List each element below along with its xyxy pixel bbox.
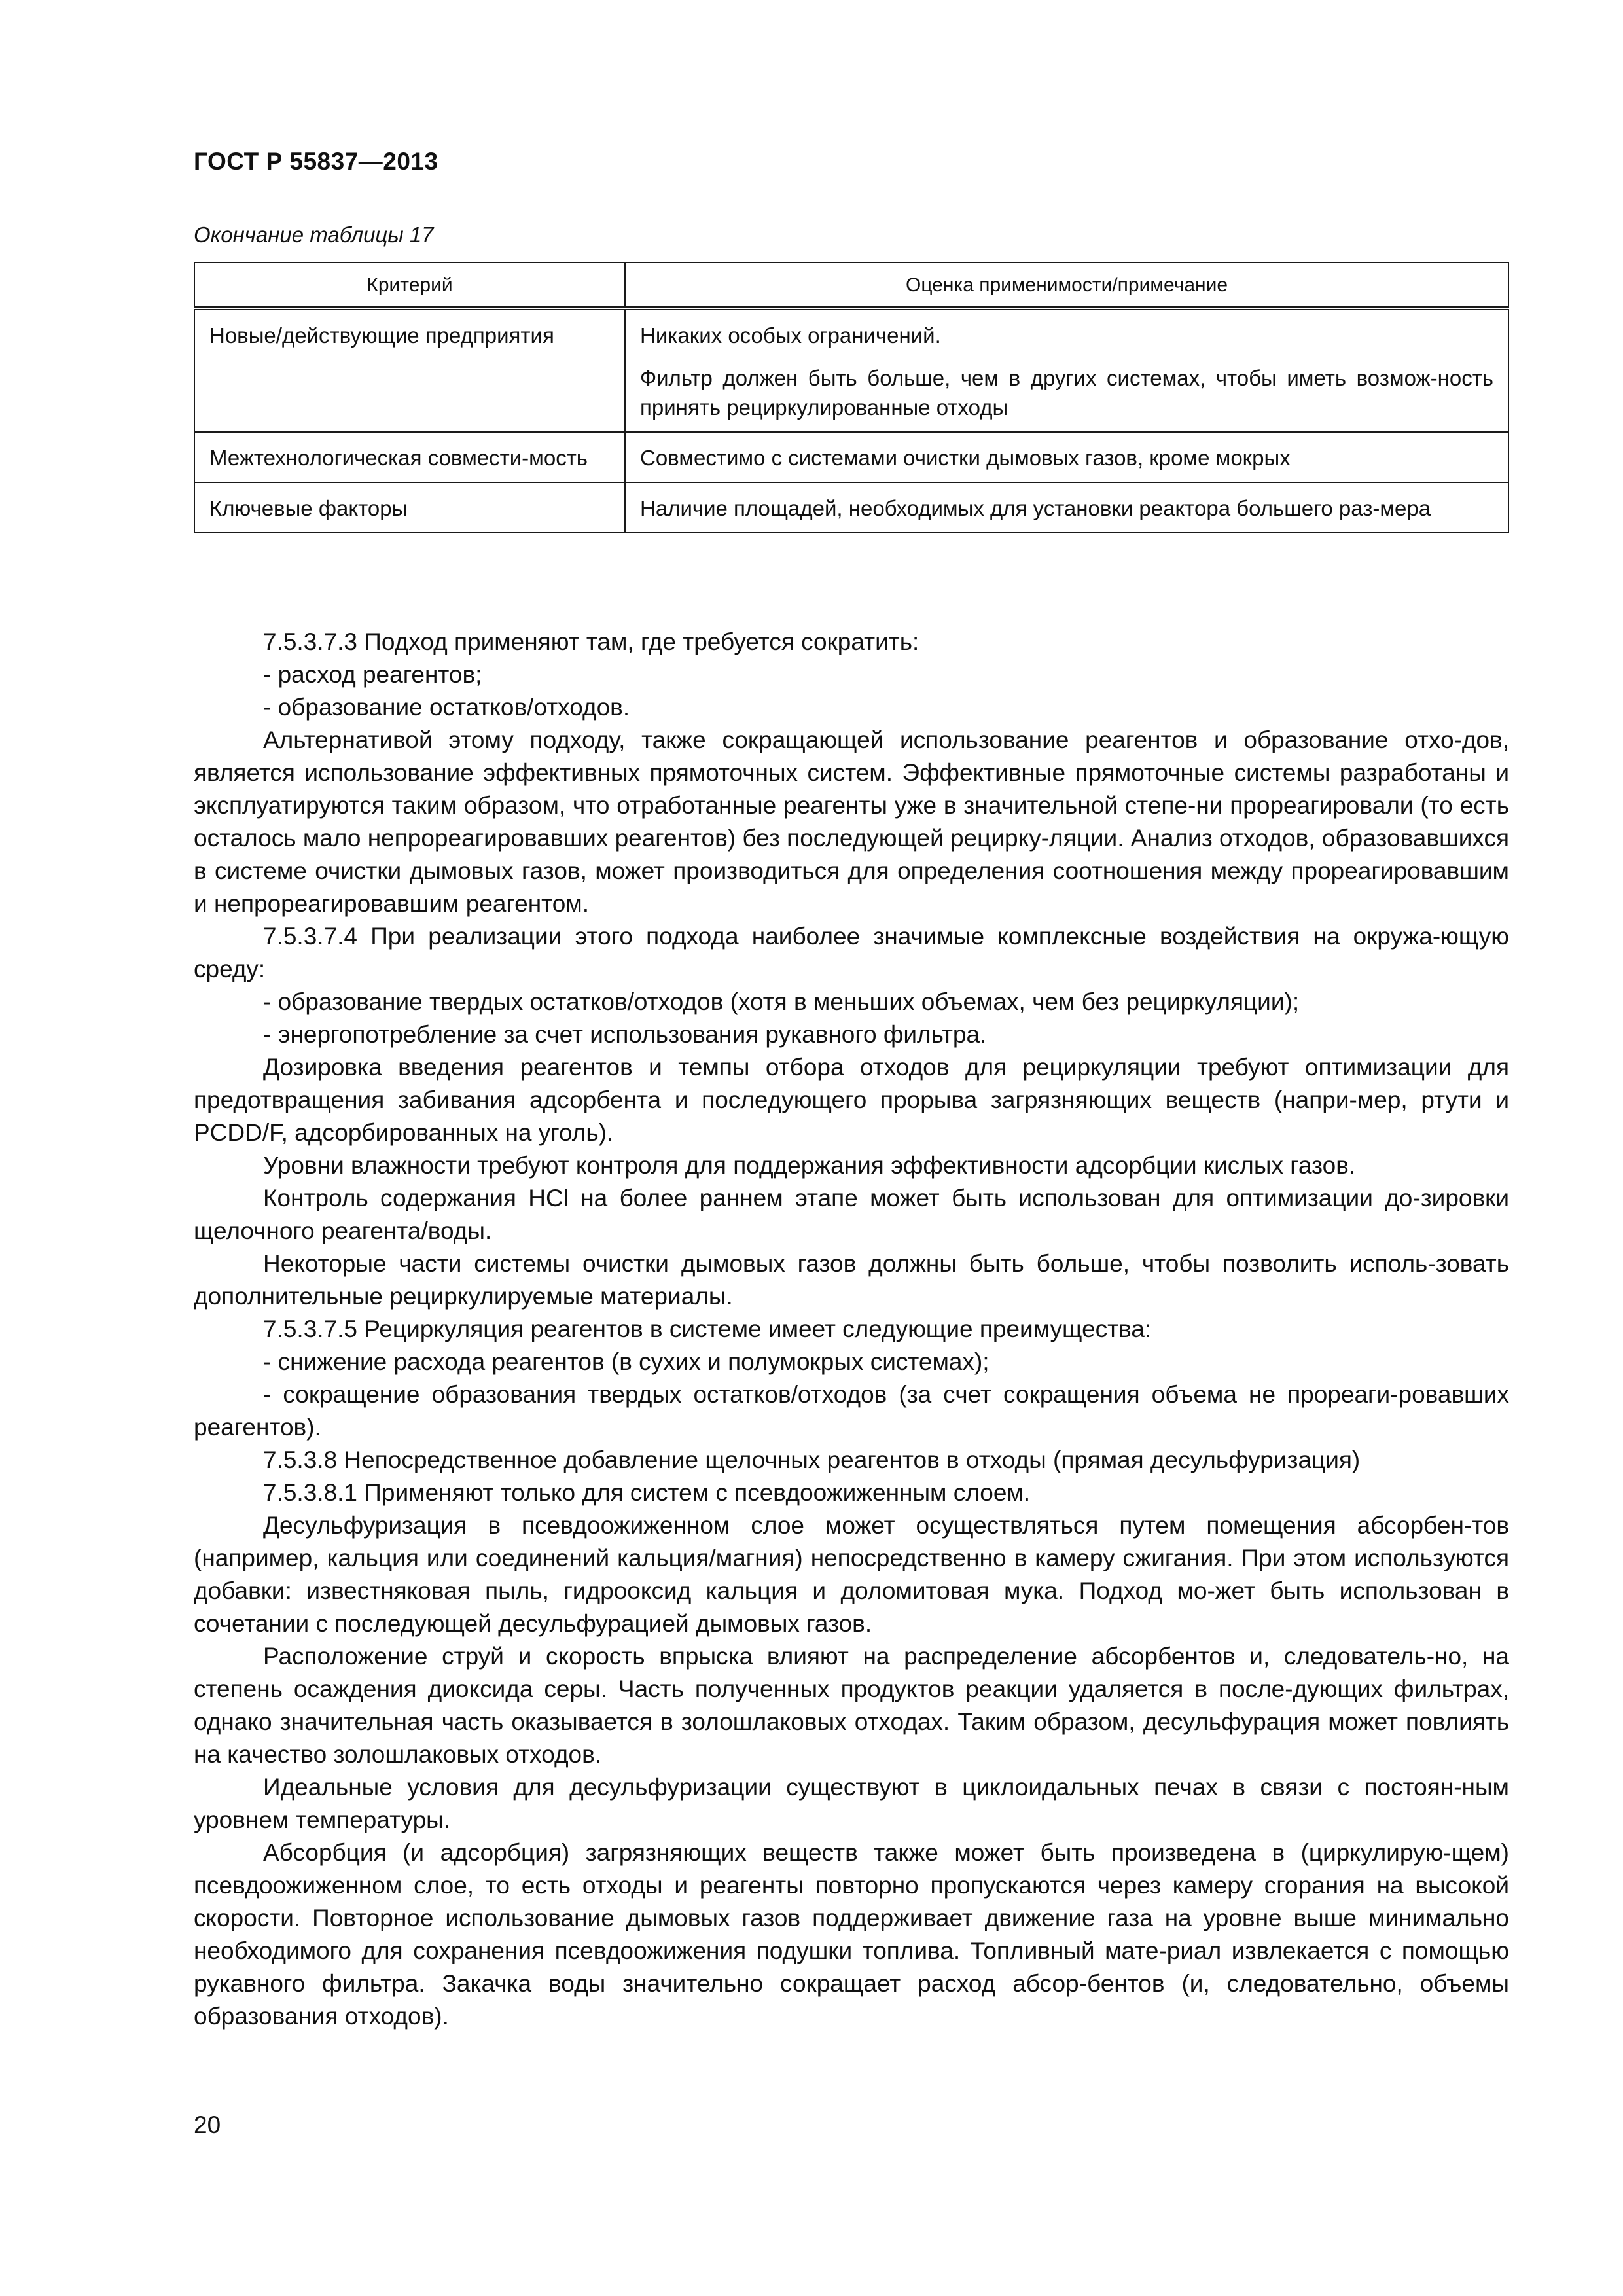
paragraph: Абсорбция (и адсорбция) загрязняющих веществ также может быть произведена в (циркулирую-щем) псевдоожиженном слое, то есть отходы и реагенты повторно пропускаются через камеру сгорания на высокой скорости. Повторное использование дымовых газов поддерживает движение газа на уровне выше минимально необходимого для сохранения псевдоожижения подушки топлива. Топливный мате-риал извлекается с помощью рукавного фильтра. Закачка воды значительно сокращает расход абсор-бентов (и, следовательно, объемы образования отходов). — [194, 1839, 1509, 2030]
list-item: - образование твердых остатков/отходов (хотя в меньших объемах, чем без рециркуляции); — [263, 988, 1300, 1015]
paragraph: Некоторые части системы очистки дымовых газов должны быть больше, чтобы позволить исполь-зовать дополнительные рециркулируемые материалы. — [194, 1250, 1509, 1310]
list-item: - снижение расхода реагентов (в сухих и полумокрых системах); — [263, 1348, 990, 1375]
note-text: Фильтр должен быть больше, чем в других системах, чтобы иметь возмож-ность принять рециркулированные отходы — [640, 366, 1493, 420]
note-text: Никаких особых ограничений. — [640, 323, 941, 348]
table-cell-note — [625, 432, 1508, 482]
paragraph: Расположение струй и скорость впрыска влияют на распределение абсорбентов и, следователь-но, на степень осаждения диоксида серы. Часть полученных продуктов реакции удаляется в после-дующих фильтрах, однако значительная часть оказывается в золошлаковых отходах. Таким образом, десульфурация может повлиять на качество золошлаковых отходов. — [194, 1643, 1509, 1768]
column-header-criterion: Критерий — [194, 262, 625, 308]
table-row — [194, 482, 1508, 533]
paragraph: 7.5.3.7.4 При реализации этого подхода наиболее значимые комплексные воздействия на окружа-ющую среду: — [194, 923, 1509, 982]
paragraph: Дозировка введения реагентов и темпы отбора отходов для рециркуляции требуют оптимизации для предотвращения забивания адсорбента и последующего прорыва загрязняющих веществ (напри-мер, ртути и PCDD/F, адсорбированных на уголь). — [194, 1054, 1509, 1146]
table-caption: Окончание таблицы 17 — [194, 223, 434, 247]
note-text: Наличие площадей, необходимых для установки реактора большего раз-мера — [640, 496, 1431, 520]
criterion-text: Ключевые факторы — [209, 496, 408, 520]
table-row — [194, 308, 1508, 432]
table-cell-criterion — [194, 482, 625, 533]
table-cell-criterion — [194, 308, 625, 432]
table-cell-note — [625, 482, 1508, 533]
paragraph: Альтернативой этому подходу, также сокращающей использование реагентов и образование отхо-дов, является использование эффективных прямоточных систем. Эффективные прямоточные системы разработаны и эксплуатируются таким образом, что отработанные реагенты уже в значительной степе-ни прореагировали (то есть осталось мало непрореагировавших реагентов) без последующей рецирку-ляции. Анализ отходов, образовавшихся в системе очистки дымовых газов, может производиться для определения соотношения между прореагировавшим и непрореагировавшим реагентом. — [194, 726, 1509, 917]
paragraph: 7.5.3.7.3 Подход применяют там, где требуется сократить: — [263, 628, 919, 655]
criterion-text: Межтехнологическая совмести-мость — [209, 446, 588, 470]
page-number: 20 — [194, 2111, 221, 2138]
paragraph: 7.5.3.7.5 Рециркуляция реагентов в системе имеет следующие преимущества: — [263, 1316, 1152, 1342]
paragraph: 7.5.3.8.1 Применяют только для систем с псевдоожиженным слоем. — [263, 1479, 1031, 1506]
section-heading: 7.5.3.8 Непосредственное добавление щелочных реагентов в отходы (прямая десульфуризация) — [263, 1446, 1361, 1473]
body-text — [194, 626, 1509, 2033]
table-row — [194, 432, 1508, 482]
document-header: ГОСТ Р 55837—2013 — [194, 148, 438, 175]
table-cell-criterion — [194, 432, 625, 482]
list-item: - сокращение образования твердых остатков/отходов (за счет сокращения объема не прореаги-ровавших реагентов). — [194, 1381, 1509, 1441]
criterion-text: Новые/действующие предприятия — [209, 323, 554, 348]
list-item: - образование остатков/отходов. — [263, 694, 630, 721]
paragraph: Уровни влажности требуют контроля для поддержания эффективности адсорбции кислых газов. — [263, 1152, 1356, 1179]
list-item: - расход реагентов; — [263, 661, 482, 688]
paragraph: Контроль содержания HCl на более раннем этапе может быть использован для оптимизации до-зировки щелочного реагента/воды. — [194, 1185, 1509, 1244]
list-item: - энергопотребление за счет использования рукавного фильтра. — [263, 1021, 987, 1048]
criteria-table — [194, 262, 1509, 533]
table-cell-note — [625, 308, 1508, 432]
table-header-row — [194, 262, 1508, 308]
paragraph: Идеальные условия для десульфуризации существуют в циклоидальных печах в связи с постоян-ным уровнем температуры. — [194, 1774, 1509, 1833]
column-header-assessment: Оценка применимости/примечание — [625, 262, 1508, 308]
note-text: Совместимо с системами очистки дымовых газов, кроме мокрых — [640, 446, 1291, 470]
paragraph: Десульфуризация в псевдоожиженном слое может осуществляться путем помещения абсорбен-тов (например, кальция или соединений кальция/магния) непосредственно в камеру сжигания. При этом используются добавки: известняковая пыль, гидрооксид кальция и доломитовая мука. Подход мо-жет быть использован в сочетании с последующей десульфурацией дымовых газов. — [194, 1512, 1509, 1637]
